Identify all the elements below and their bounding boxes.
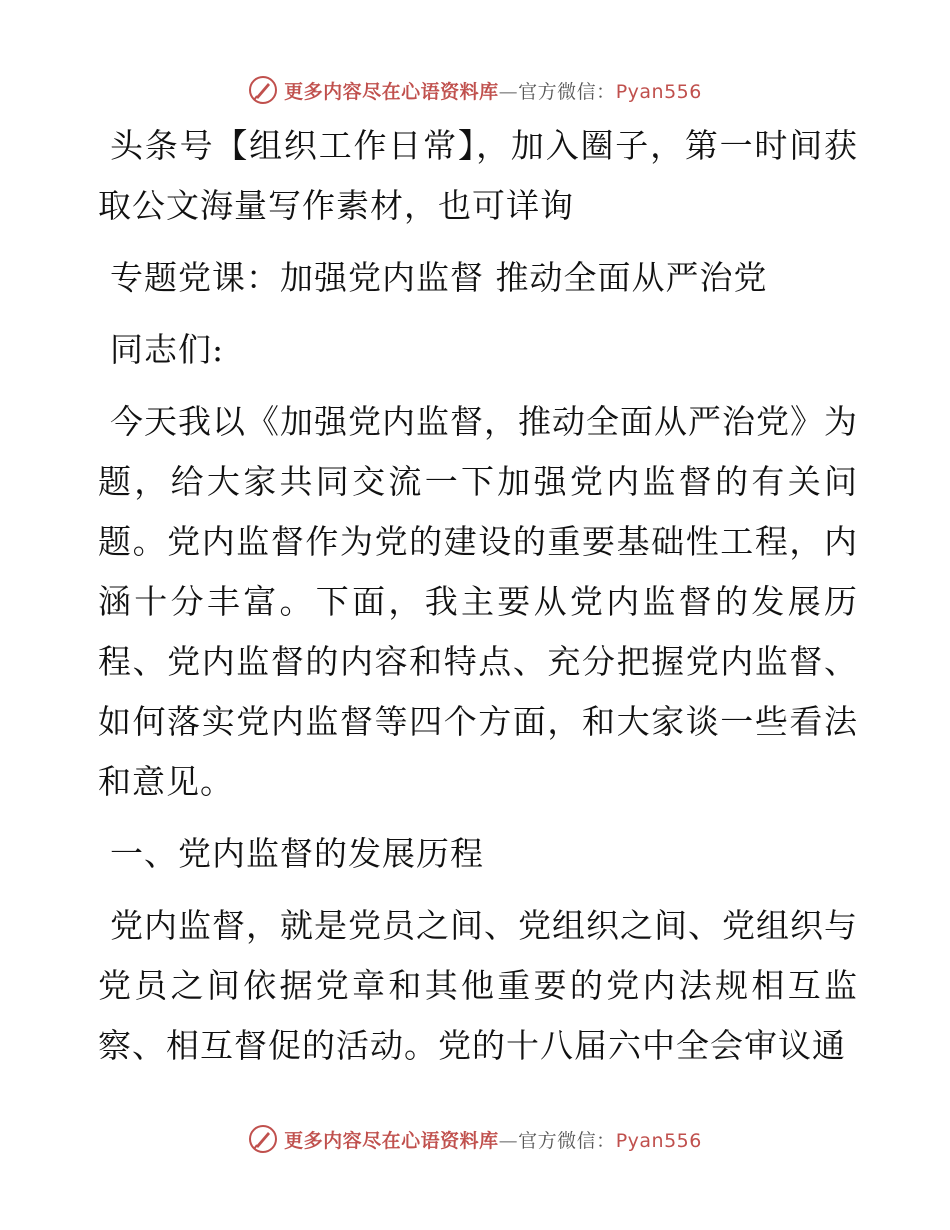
watermark-official-label: 官方微信： — [518, 80, 616, 103]
watermark-brand: 更多内容尽在心语资料库 — [284, 80, 499, 103]
document-body — [98, 116, 858, 1088]
watermark-wechat-id: Pyan556 — [615, 1129, 702, 1152]
watermark-official-label: 官方微信： — [518, 1129, 616, 1152]
footer-watermark — [0, 1119, 950, 1159]
watermark-wechat-id: Pyan556 — [615, 80, 702, 103]
watermark-separator: — — [498, 80, 519, 103]
watermark-brand: 更多内容尽在心语资料库 — [284, 1129, 499, 1152]
watermark-text — [284, 1126, 702, 1153]
opening-paragraph: 今天我以《加强党内监督，推动全面从严治党》为题，给大家共同交流一下加强党内监督的有关问题。党内监督作为党的建设的重要基础性工程，内涵十分丰富。下面，我主要从党内监督的发展历程、党内监督的内容和特点、充分把握党内监督、如何落实党内监督等四个方面，和大家谈一些看法和意见。 — [98, 402, 858, 801]
header-watermark — [0, 70, 950, 110]
quill-pen-logo-icon — [248, 75, 278, 105]
lecture-title: 专题党课：加强党内监督 推动全面从严治党 — [110, 258, 768, 297]
watermark-text — [284, 77, 702, 104]
intro-paragraph: 头条号【组织工作日常】，加入圈子，第一时间获取公文海量写作素材，也可详询 — [98, 126, 858, 225]
quill-pen-logo-icon — [248, 1124, 278, 1154]
section-heading: 一、党内监督的发展历程 — [110, 834, 484, 873]
watermark-separator: — — [498, 1129, 519, 1152]
body-paragraph: 党内监督，就是党员之间、党组织之间、党组织与党员之间依据党章和其他重要的党内法规相互监察、相互督促的活动。党的十八届六中全会审议通 — [98, 906, 858, 1065]
salutation: 同志们: — [110, 330, 225, 369]
